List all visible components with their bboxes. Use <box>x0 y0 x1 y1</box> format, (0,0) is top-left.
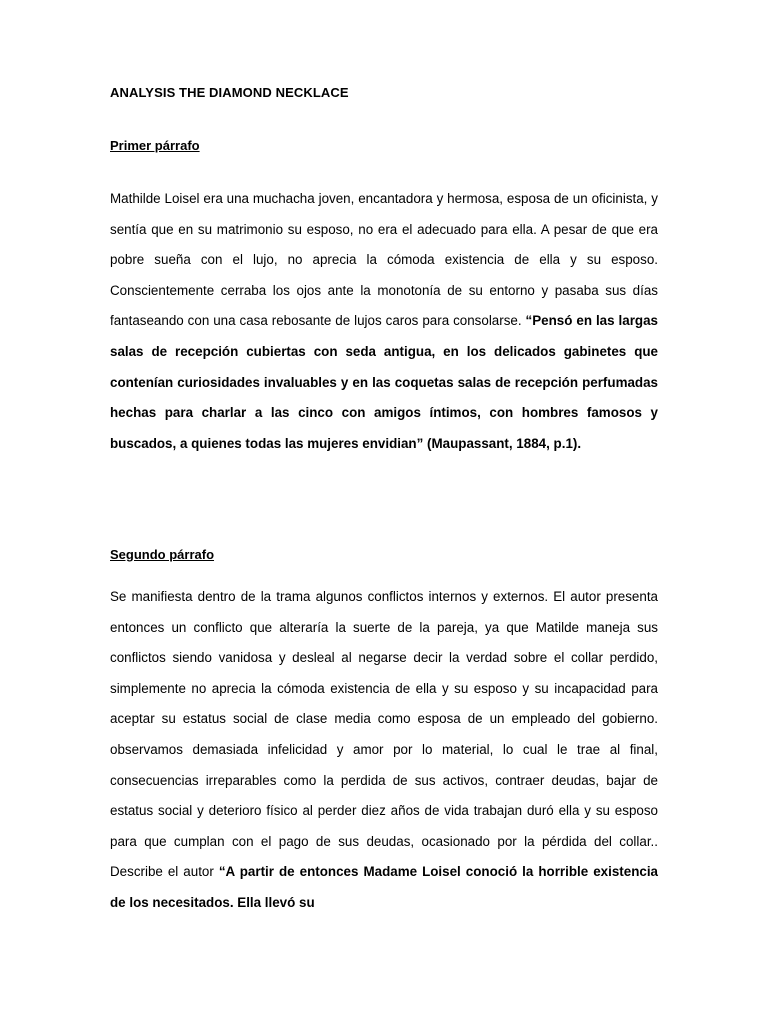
paragraph-quote: “Pensó en las largas salas de recepción cubiertas con seda antigua, en los delicados gabinetes que contenían curiosidades invaluables y en las coquetas salas de recepción perfumadas hechas para charlar a las cinco con amigos íntimos, con hombres famosos y buscados, a quienes todas las mujeres envidian” (Maupassant, 1884, p.1). <box>110 313 658 451</box>
paragraph-body-text: Mathilde Loisel era una muchacha joven, encantadora y hermosa, esposa de un oficinista, y sentía que en su matrimonio su esposo, no era el adecuado para ella. A pesar de que era pobre sueña con el lujo, no aprecia la cómoda existencia de ella y su esposo. Conscientemente cerraba los ojos ante la monotonía de su entorno y pasaba sus días fantaseando con una casa rebosante de lujos caros para consolarse. <box>110 191 658 329</box>
section-heading-segundo-parrafo: Segundo párrafo <box>110 547 215 562</box>
section-heading-primer-parrafo: Primer párrafo <box>110 138 200 153</box>
paragraph-segundo-parrafo <box>110 582 658 919</box>
document-title: ANALYSIS THE DIAMOND NECKLACE <box>110 85 349 100</box>
paragraph-quote: “A partir de entonces Madame Loisel conoció la horrible existencia de los necesitados. Ella llevó su <box>110 864 658 910</box>
paragraph-body-text: Se manifiesta dentro de la trama algunos conflictos internos y externos. El autor presenta entonces un conflicto que alteraría la suerte de la pareja, ya que Matilde maneja sus conflictos siendo vanidosa y desleal al negarse decir la verdad sobre el collar perdido, simplemente no aprecia la cómoda existencia de ella y su esposo y su incapacidad para aceptar su estatus social de clase media como esposa de un empleado del gobierno. observamos demasiada infelicidad y amor por lo material, lo cual le trae al final, consecuencias irreparables como la perdida de sus activos, contraer deudas, bajar de estatus social y deterioro físico al perder diez años de vida trabajan duró ella y su esposo para que cumplan con el pago de sus deudas, ocasionado por la pérdida del collar.. Describe el autor <box>110 589 658 880</box>
paragraph-primer-parrafo <box>110 184 658 459</box>
